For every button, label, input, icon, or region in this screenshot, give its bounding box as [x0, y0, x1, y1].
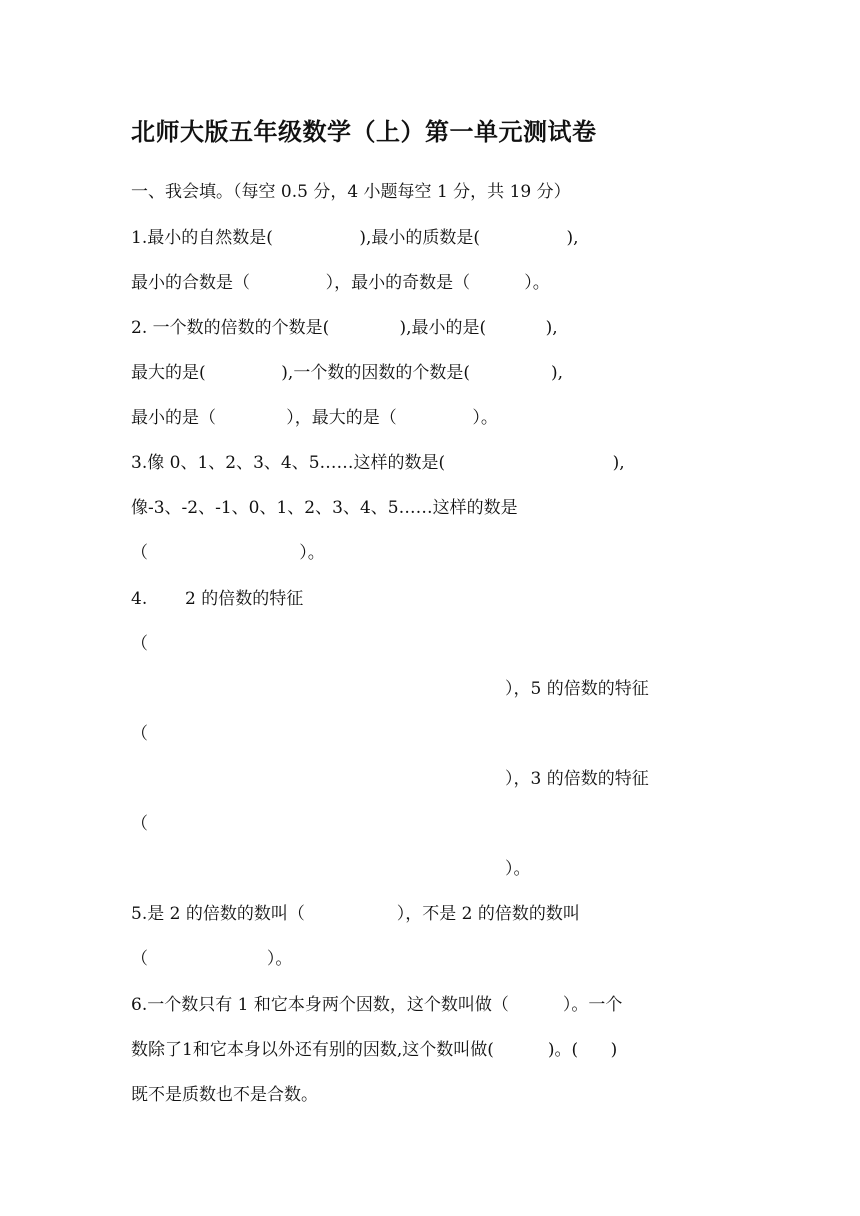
question-4-line-1: 4. 2 的倍数的特征 — [131, 589, 304, 609]
question-4-close-2: ），3 的倍数的特征 — [505, 769, 649, 789]
question-6-line-3: 既不是质数也不是合数。 — [131, 1085, 318, 1105]
question-2-line-3: 最小的是（ ），最大的是（ ）。 — [131, 408, 498, 428]
question-3-line-3: （ ）。 — [131, 543, 325, 563]
question-4-open-paren-3: （ — [131, 814, 148, 834]
question-2-line-1: 2. 一个数的倍数的个数是( ),最小的是( ), — [131, 318, 558, 338]
section-heading: 一、我会填。（每空 0.5 分，4 小题每空 1 分，共 19 分） — [131, 182, 571, 202]
question-4-open-paren-2: （ — [131, 724, 148, 744]
question-2-line-2: 最大的是( ),一个数的因数的个数是( ), — [131, 363, 564, 383]
page-title: 北师大版五年级数学（上）第一单元测试卷 — [131, 118, 597, 146]
question-4-open-paren-1: （ — [131, 634, 148, 654]
question-4-close-1: ），5 的倍数的特征 — [505, 679, 649, 699]
question-3-line-2: 像-3、-2、-1、0、1、2、3、4、5……这样的数是 — [131, 498, 518, 518]
question-6-line-2: 数除了1和它本身以外还有别的因数,这个数叫做( )。( ) — [131, 1040, 618, 1060]
question-5-line-2: （ ）。 — [131, 949, 293, 969]
question-4-close-3: ）。 — [505, 859, 531, 879]
question-5-line-1: 5.是 2 的倍数的数叫（ ），不是 2 的倍数的数叫 — [131, 904, 580, 924]
question-3-line-1: 3.像 0、1、2、3、4、5……这样的数是( ), — [131, 453, 625, 473]
question-6-line-1: 6.一个数只有 1 和它本身两个因数，这个数叫做（ ）。一个 — [131, 995, 623, 1015]
question-1-line-2: 最小的合数是（ ），最小的奇数是（ ）。 — [131, 273, 550, 293]
question-1-line-1: 1.最小的自然数是( ),最小的质数是( ), — [131, 228, 579, 248]
